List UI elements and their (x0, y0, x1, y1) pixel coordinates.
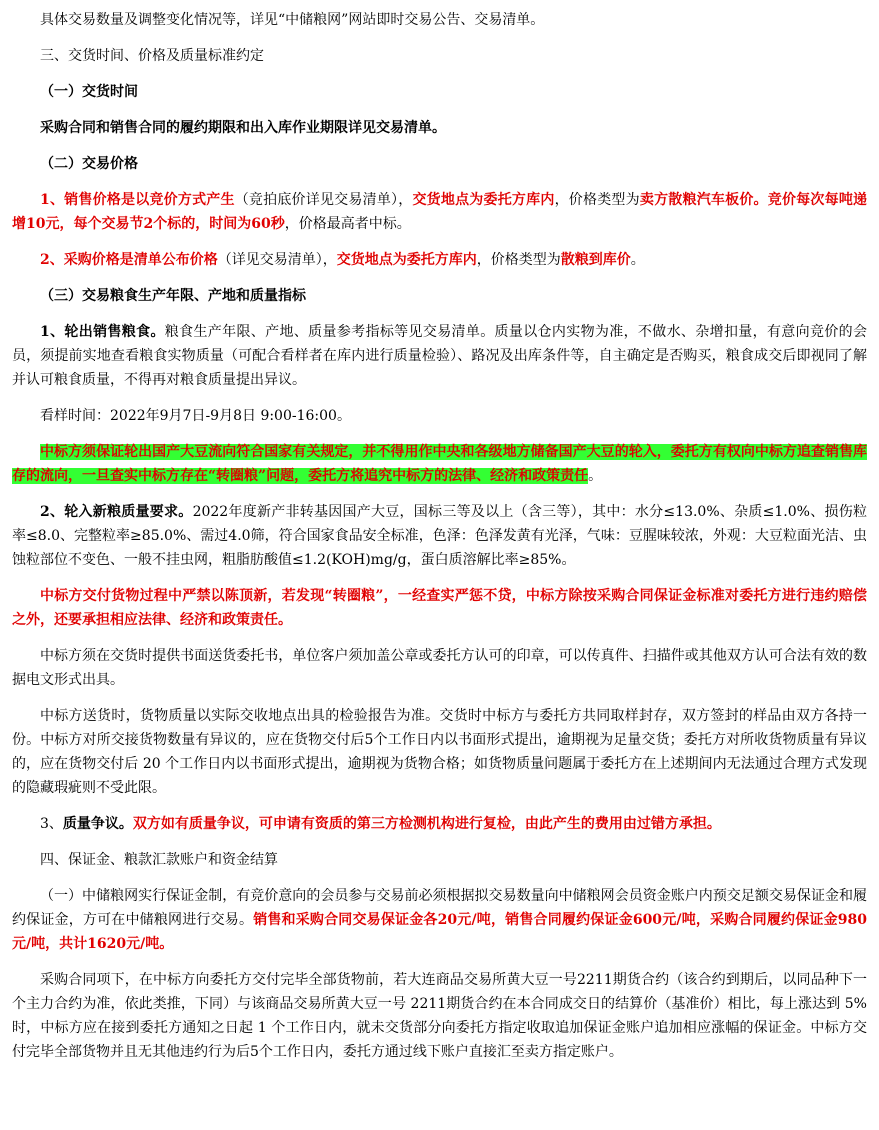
rotation-sales-title: 1、轮出销售粮食。 (40, 324, 165, 340)
sales-price-tail: ，价格最高者中标。 (284, 216, 411, 232)
section-heading-4: 四、保证金、粮款汇款账户和资金结算 (40, 852, 278, 868)
paragraph-trading-quantity: 具体交易数量及调整变化情况等，详见“中储粮网”网站即时交易公告、交易清单。 (40, 12, 545, 28)
quality-dispute-text: 双方如有质量争议，可申请有资质的第三方检测机构进行复检，由此产生的费用由过错方承担。 (132, 816, 721, 832)
paragraph-rotation-sales (12, 320, 867, 392)
section-heading-3: 三、交货时间、价格及质量标准约定 (40, 48, 264, 64)
sales-price-lead: 1、销售价格是以竞价方式产生 (40, 192, 235, 208)
purchase-price-type: 散粮到库价 (560, 252, 631, 268)
paragraph-quality-inspection: 中标方送货时，货物质量以实际交收地点出具的检验报告为准。交货时中标方与委托方共同取样封存，双方签封的样品由双方各持一份。中标方对所交接货物数量有异议的，应在货物交付后5个工作日内以书面形式提出，逾期视为足量交货；委托方对所收货物质量有异议的，应在货物交付后 20 个工作日内以书面形式提出，逾期视为货物合格；如货物质量问题属于委托方在上述期间内无法通过合理方式发现的隐藏瑕疵则不受此限。 (12, 708, 867, 796)
paragraph-quality-dispute (12, 812, 867, 836)
paragraph-delivery-documents: 中标方须在交货时提供书面送货委托书，单位客户须加盖公章或委托方认可的印章，可以传真件、扫描件或其他双方认可合法有效的数据电文形式出具。 (12, 648, 867, 688)
purchase-price-note: （详见交易清单）， (217, 252, 337, 268)
sales-price-type: 卖方散粮汽车板价。竞价每次每吨递增10元，每个交易节2个标的，时间为60秒 (12, 192, 868, 232)
quality-dispute-title: 质量争议。 (62, 816, 133, 832)
purchase-price-type-label: ，价格类型为 (476, 252, 561, 268)
subheading-delivery-time: （一）交货时间 (40, 84, 138, 100)
sales-delivery-place: 交货地点为委托方库内 (412, 192, 555, 208)
sales-price-type-label: ，价格类型为 (554, 192, 640, 208)
new-grain-text: 2022年度新产非转基因国产大豆，国标三等及以上（含三等），其中：水分≤13.0%、杂质≤1.0%、损伤粒率≤8.0、完整粒率≥85.0%、需过4.0筛，符合国家食品安全标准，色泽：色泽发黄有光泽，气味：豆腥味较浓，外观：大豆粒面光洁、虫蚀粒部位不变色、一般不挂虫网，粗脂肪酸值≤1.2(KOH)mg/g，蛋白质溶解比率≥85%。 (12, 504, 867, 568)
purchase-price-tail: 。 (630, 252, 645, 268)
purchase-price-lead: 2、采购价格是清单公布价格 (40, 252, 218, 268)
subheading-trading-price: （二）交易价格 (40, 156, 138, 172)
paragraph-purchase-price (12, 248, 867, 272)
deposit-amounts: 销售和采购合同交易保证金各20元/吨，销售合同履约保证金600元/吨，采购合同履约保证金980元/吨，共计1620元/吨。 (12, 912, 868, 952)
paragraph-deposit (12, 884, 867, 956)
subheading-grain-quality: （三）交易粮食生产年限、产地和质量指标 (40, 288, 306, 304)
deposit-text: （一）中储粮网实行保证金制，有竞价意向的会员参与交易前必须根据拟交易数量向中储粮网会员资金账户内预交足额交易保证金和履约保证金，方可在中储粮网进行交易。 (12, 888, 867, 928)
paragraph-purchase-contract-margin: 采购合同项下，在中标方向委托方交付完毕全部货物前，若大连商品交易所黄大豆一号2211期货合约（该合约到期后，以同品种下一个主力合约为准，依此类推，下同）与该商品交易所黄大豆一号 2211期货合约在本合同成交日的结算价（基准价）相比，每上涨达到 5%时，中标方应在接到委托方通知之日起 1 个工作日内，就未交货部分向委托方指定收取追加保证金账户追加相应涨幅的保证金。中标方交付完毕全部货物并且无其他违约行为后5个工作日内，委托方通过线下账户直接汇至卖方指定账户。 (12, 972, 867, 1060)
purchase-delivery-place: 交货地点为委托方库内 (336, 252, 477, 268)
new-grain-title: 2、轮入新粮质量要求。 (40, 504, 193, 520)
paragraph-highlighted-warning (12, 440, 867, 488)
sales-price-note: （竞拍底价详见交易清单）， (234, 192, 413, 208)
paragraph-sample-time: 看样时间：2022年9月7日-9月8日 9:00-16:00。 (40, 408, 351, 424)
paragraph-new-grain-quality (12, 500, 867, 572)
highlighted-text-end: 。 (588, 468, 603, 484)
rotation-sales-text: 粮食生产年限、产地、质量参考指标等见交易清单。质量以仓内实物为准，不做水、杂增扣量，有意向竞价的会员，须提前实地查看粮食实物质量（可配合看样者在库内进行质量检验）、路况及出库条件等，自主确定是否购买，粮食成交后即视同了解并认可粮食质量，不得再对粮食质量提出异议。 (12, 324, 867, 388)
paragraph-recycled-grain-warning: 中标方交付货物过程中严禁以陈顶新，若发现“转圈粮”，一经查实严惩不贷，中标方除按采购合同保证金标准对委托方进行违约赔偿之外，还要承担相应法律、经济和政策责任。 (12, 588, 867, 628)
quality-dispute-number: 3、 (40, 816, 63, 832)
paragraph-delivery-period: 采购合同和销售合同的履约期限和出入库作业期限详见交易清单。 (40, 120, 446, 136)
highlighted-text: 中标方须保证轮出国产大豆流向符合国家有关规定，并不得用作中央和各级地方储备国产大豆的轮入，委托方有权向中标方追查销售库存的流向，一旦查实中标方存在“转圈粮”问题，委托方将追究中标方的法律、经济和政策责任 (12, 444, 867, 484)
paragraph-sales-price (12, 188, 867, 236)
